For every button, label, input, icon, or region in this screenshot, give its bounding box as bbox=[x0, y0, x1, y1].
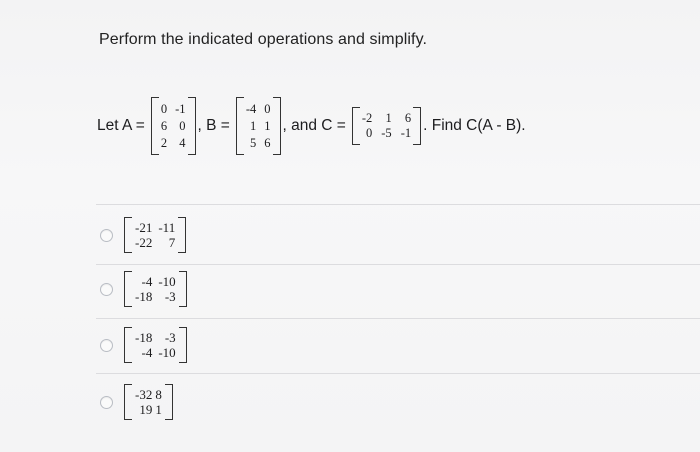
matrix-cell: -21 bbox=[135, 220, 153, 235]
divider bbox=[96, 373, 700, 374]
right-bracket bbox=[179, 271, 187, 307]
matrix-b-cell: 0 bbox=[264, 101, 271, 116]
option-matrix bbox=[124, 272, 187, 306]
and-c-label: , and C = bbox=[282, 117, 346, 134]
question-statement bbox=[97, 96, 526, 156]
matrix-a-cell: 0 bbox=[179, 118, 186, 133]
answer-option-2[interactable] bbox=[100, 272, 189, 306]
answer-option-3[interactable] bbox=[100, 328, 189, 362]
right-bracket bbox=[178, 217, 186, 253]
matrix-cell: 7 bbox=[168, 235, 176, 250]
matrix-c-cell: 6 bbox=[404, 111, 412, 125]
divider bbox=[96, 264, 700, 265]
matrix-c-cell: 0 bbox=[366, 126, 373, 140]
right-bracket bbox=[179, 327, 187, 363]
right-bracket bbox=[165, 384, 173, 420]
divider bbox=[96, 204, 700, 205]
radio-button[interactable] bbox=[100, 396, 113, 409]
matrix-c bbox=[352, 108, 421, 144]
matrix-b-right-bracket bbox=[273, 97, 281, 155]
left-bracket bbox=[124, 327, 132, 363]
matrix-a-cell: -1 bbox=[175, 101, 186, 116]
matrix-c-cell: -2 bbox=[361, 111, 373, 125]
matrix-a-cell: 2 bbox=[160, 135, 168, 150]
option-matrix bbox=[124, 385, 173, 419]
matrix-b-left-bracket bbox=[236, 97, 244, 155]
matrix-b-cell: -4 bbox=[245, 101, 257, 116]
radio-button[interactable] bbox=[100, 283, 113, 296]
matrix-c-left-bracket bbox=[352, 107, 360, 145]
matrix-c-cell: 1 bbox=[385, 111, 392, 125]
matrix-cell: -18 bbox=[135, 330, 153, 345]
matrix-cell: -18 bbox=[135, 289, 153, 304]
matrix-cell: -11 bbox=[158, 220, 176, 235]
matrix-b-cell: 1 bbox=[250, 118, 257, 133]
matrix-b-cell: 1 bbox=[264, 118, 271, 133]
matrix-a-right-bracket bbox=[188, 97, 196, 155]
let-a-label: Let A = bbox=[97, 117, 145, 134]
option-matrix bbox=[124, 218, 186, 252]
matrix-cell: -4 bbox=[141, 274, 153, 289]
matrix-cell: 8 bbox=[155, 387, 162, 402]
matrix-cell: -10 bbox=[158, 274, 176, 289]
left-bracket bbox=[124, 271, 132, 307]
matrix-c-cell: -5 bbox=[381, 126, 392, 140]
matrix-b-cell: 6 bbox=[264, 135, 271, 150]
find-label: . Find C(A - B). bbox=[423, 117, 526, 134]
divider bbox=[96, 318, 700, 319]
left-bracket bbox=[124, 384, 132, 420]
matrix-cell: -10 bbox=[158, 345, 176, 360]
matrix-b bbox=[236, 98, 281, 154]
answer-option-1[interactable] bbox=[100, 218, 188, 252]
matrix-a-cell: 4 bbox=[179, 135, 186, 150]
answer-option-4[interactable] bbox=[100, 385, 175, 419]
matrix-a-left-bracket bbox=[151, 97, 159, 155]
matrix-cell: -3 bbox=[164, 330, 176, 345]
radio-button[interactable] bbox=[100, 339, 113, 352]
matrix-cell: 19 bbox=[139, 402, 153, 417]
matrix-a-cell: 0 bbox=[160, 101, 168, 116]
option-matrix bbox=[124, 328, 187, 362]
matrix-b-cell: 5 bbox=[250, 135, 257, 150]
left-bracket bbox=[124, 217, 132, 253]
question-title: Perform the indicated operations and simplify. bbox=[99, 31, 428, 48]
matrix-cell: -3 bbox=[164, 289, 176, 304]
b-label: , B = bbox=[197, 117, 230, 134]
matrix-cell: -32 bbox=[135, 387, 153, 402]
matrix-cell: 1 bbox=[155, 402, 162, 417]
radio-button[interactable] bbox=[100, 229, 113, 242]
matrix-cell: -4 bbox=[141, 345, 153, 360]
matrix-cell: -22 bbox=[135, 235, 153, 250]
matrix-c-cell: -1 bbox=[400, 126, 412, 140]
matrix-a bbox=[151, 98, 196, 154]
matrix-a-cell: 6 bbox=[160, 118, 168, 133]
matrix-c-right-bracket bbox=[413, 107, 421, 145]
